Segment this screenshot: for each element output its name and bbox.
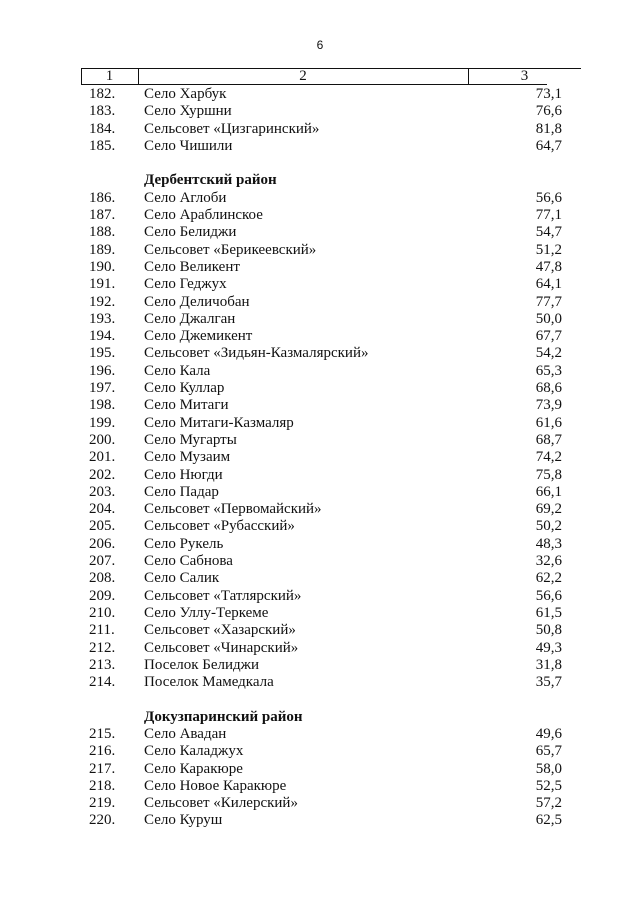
row-number: 186. [89,189,116,206]
settlement-name: Сельсовет «Цизгаринский» [144,120,320,137]
settlement-name: Село Белиджи [144,224,237,241]
row-number: 209. [89,587,116,604]
row-value: 74,2 [535,449,562,466]
row-number: 191. [89,276,116,293]
table-row [89,363,562,380]
row-number: 182. [89,86,116,102]
table-row [89,484,562,501]
row-value: 31,8 [535,656,562,673]
row-number: 196. [89,362,116,379]
table-row [89,345,562,362]
row-number: 183. [89,103,116,120]
settlement-name: Село Сабнова [144,553,233,570]
table-row [89,605,562,622]
row-group [89,190,562,692]
row-number: 216. [89,743,116,760]
row-number: 220. [89,812,116,829]
table-row [89,812,562,829]
row-number: 199. [89,414,116,431]
row-value: 50,0 [535,310,562,327]
table-row [89,640,562,657]
row-number: 188. [89,224,116,241]
settlement-name: Село Харбук [144,86,227,102]
settlement-name: Сельсовет «Берикеевский» [144,241,317,258]
row-value: 69,2 [535,501,562,518]
table-row [89,761,562,778]
table-row [89,432,562,449]
row-value: 73,1 [535,86,562,102]
settlement-name: Село Новое Каракюре [144,777,287,794]
settlement-name: Сельсовет «Рубасский» [144,518,295,535]
row-value: 50,8 [535,622,562,639]
row-number: 208. [89,570,116,587]
row-number: 184. [89,120,116,137]
row-number: 207. [89,553,116,570]
settlement-name: Село Чишили [144,137,233,154]
row-value: 35,7 [535,674,562,691]
row-value: 49,6 [535,725,562,742]
district-heading-text: Докузпаринский район [144,708,303,725]
settlement-name: Село Уллу-Теркеме [144,604,269,621]
settlement-name: Село Кала [144,362,211,379]
row-value: 57,2 [535,795,562,812]
table-row [89,207,562,224]
table-row [89,380,562,397]
row-value: 77,7 [535,293,562,310]
row-number: 204. [89,501,116,518]
header-col-3: 3 [520,68,529,84]
table-row [89,743,562,760]
row-value: 76,6 [535,103,562,120]
row-number: 200. [89,431,116,448]
settlement-name: Село Джалган [144,310,236,327]
settlement-name: Село Салик [144,570,220,587]
table-row [89,553,562,570]
row-number: 187. [89,207,116,224]
row-number: 190. [89,258,116,275]
settlement-name: Село Митаги-Казмаляр [144,414,294,431]
page-number: 6 [316,38,324,52]
table-row [89,311,562,328]
row-number: 189. [89,241,116,258]
row-number: 218. [89,777,116,794]
row-number: 215. [89,725,116,742]
settlement-name: Сельсовет «Чинарский» [144,639,299,656]
table-row [89,657,562,674]
settlement-name: Поселок Мамедкала [144,674,274,691]
settlement-name: Село Рукель [144,535,224,552]
settlement-name: Село Мугарты [144,431,237,448]
table-row [89,622,562,639]
table-row [89,294,562,311]
row-number: 206. [89,535,116,552]
header-col-1: 1 [105,68,114,84]
row-number: 185. [89,137,116,154]
row-number: 213. [89,656,116,673]
row-value: 51,2 [535,241,562,258]
row-value: 68,6 [535,380,562,397]
row-number: 197. [89,380,116,397]
row-value: 67,7 [535,328,562,345]
table-row [89,449,562,466]
table-row [89,501,562,518]
row-value: 65,3 [535,362,562,379]
settlement-name: Сельсовет «Первомайский» [144,501,322,518]
row-number: 202. [89,466,116,483]
row-value: 48,3 [535,535,562,552]
row-value: 56,6 [535,189,562,206]
row-value: 81,8 [535,120,562,137]
row-value: 73,9 [535,397,562,414]
row-number: 201. [89,449,116,466]
table-row [89,397,562,414]
settlement-name: Село Куллар [144,380,225,397]
row-value: 49,3 [535,639,562,656]
row-number: 210. [89,604,116,621]
settlement-name: Село Геджух [144,276,227,293]
table-row [89,518,562,535]
row-number: 214. [89,674,116,691]
row-number: 203. [89,483,116,500]
row-value: 47,8 [535,258,562,275]
table-row [89,190,562,207]
table-header [81,68,581,85]
row-value: 32,6 [535,553,562,570]
row-group [89,86,562,155]
district-heading [89,691,562,726]
row-value: 66,1 [535,483,562,500]
settlement-name: Сельсовет «Хазарский» [144,622,296,639]
settlement-name: Село Митаги [144,397,229,414]
table-row [89,276,562,293]
settlements-table [89,86,562,830]
table-row [89,138,562,155]
settlement-name: Сельсовет «Татлярский» [144,587,302,604]
row-value: 68,7 [535,431,562,448]
table-row [89,726,562,743]
settlement-name: Сельсовет «Зидьян-Казмалярский» [144,345,369,362]
row-number: 193. [89,310,116,327]
header-col-2: 2 [299,68,307,84]
row-number: 194. [89,328,116,345]
row-value: 52,5 [535,777,562,794]
row-value: 65,7 [535,743,562,760]
settlement-name: Село Каракюре [144,760,243,777]
settlement-name: Село Аглоби [144,189,227,206]
settlement-name: Село Музаим [144,449,231,466]
row-value: 54,7 [535,224,562,241]
table-row [89,570,562,587]
row-value: 62,2 [535,570,562,587]
row-number: 217. [89,760,116,777]
table-row [89,467,562,484]
settlement-name: Село Араблинское [144,207,263,224]
settlement-name: Село Хуршни [144,103,232,120]
table-row [89,536,562,553]
row-number: 212. [89,639,116,656]
row-number: 192. [89,293,116,310]
settlement-name: Село Великент [144,258,240,275]
row-number: 211. [89,622,115,639]
settlement-name: Сельсовет «Килерский» [144,795,298,812]
row-number: 198. [89,397,116,414]
row-value: 56,6 [535,587,562,604]
district-heading [89,155,562,190]
row-value: 58,0 [535,760,562,777]
row-value: 64,7 [535,137,562,154]
row-value: 61,5 [535,604,562,621]
row-value: 77,1 [535,207,562,224]
table-row [89,588,562,605]
table-row [89,224,562,241]
row-value: 54,2 [535,345,562,362]
district-heading-text: Дербентский район [144,172,277,189]
row-number: 195. [89,345,116,362]
row-value: 64,1 [535,276,562,293]
settlement-name: Село Нюгди [144,466,223,483]
table-row [89,415,562,432]
settlement-name: Поселок Белиджи [144,656,260,673]
row-group [89,726,562,830]
row-value: 50,2 [535,518,562,535]
table-row [89,795,562,812]
table-row [89,121,562,138]
table-row [89,328,562,345]
row-number: 219. [89,795,116,812]
table-row [89,778,562,795]
row-number: 205. [89,518,116,535]
settlement-name: Село Авадан [144,725,227,742]
row-value: 75,8 [535,466,562,483]
row-value: 61,6 [535,414,562,431]
settlement-name: Село Деличобан [144,293,250,310]
table-row [89,674,562,691]
row-value: 62,5 [535,812,562,829]
settlement-name: Село Падар [144,483,219,500]
table-row [89,86,562,103]
settlement-name: Село Джемикент [144,328,253,345]
table-row [89,259,562,276]
settlement-name: Село Куруш [144,812,223,829]
table-row [89,103,562,120]
table-row [89,242,562,259]
settlement-name: Село Каладжух [144,743,244,760]
